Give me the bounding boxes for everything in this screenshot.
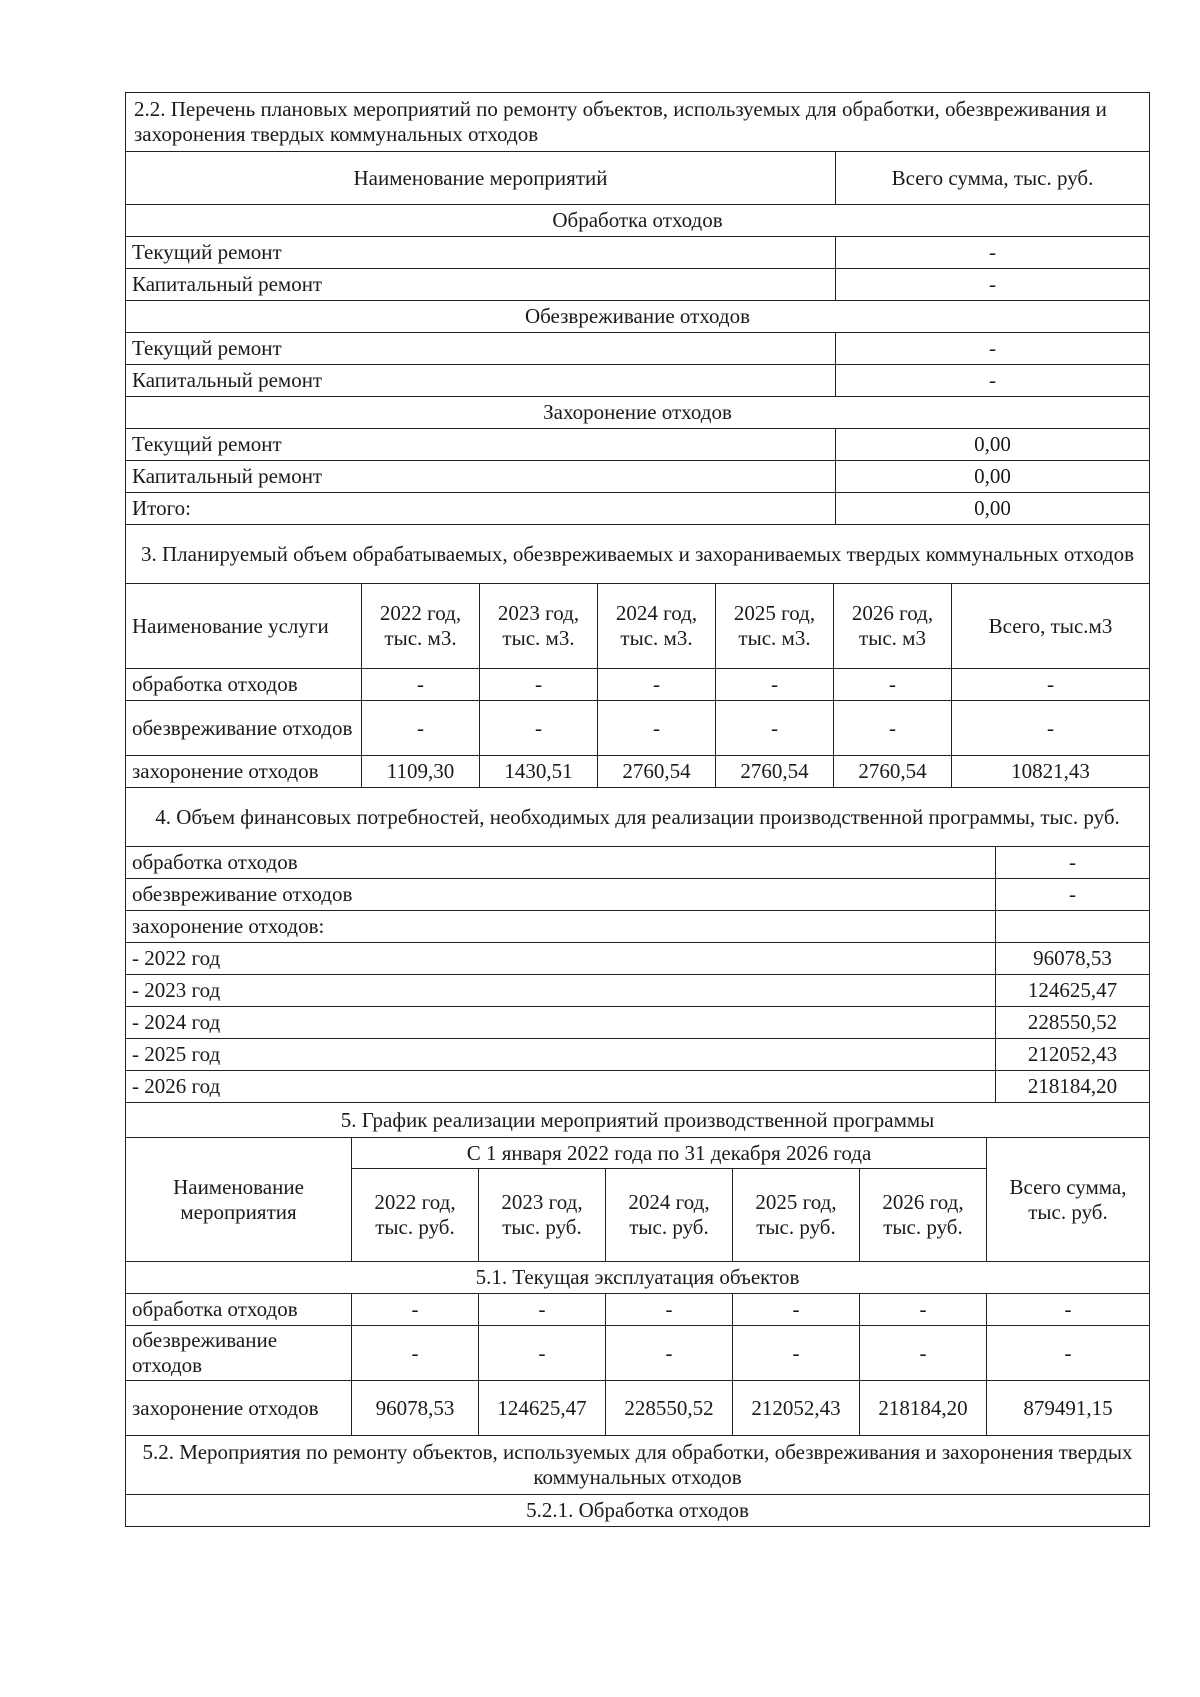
col-header-total: Всего сумма, тыс. руб. [987, 1138, 1150, 1262]
cell: - [598, 701, 716, 756]
col-header-2022: 2022 год, тыс. м3. [362, 584, 480, 669]
col-header-2024: 2024 год, тыс. руб. [606, 1169, 733, 1262]
cell: - [834, 669, 952, 701]
cell: 1109,30 [362, 756, 480, 788]
group-heading: Захоронение отходов [126, 397, 1150, 429]
row-label: захоронение отходов [126, 756, 362, 788]
row-label: обезвреживание отходов [126, 879, 996, 911]
row-value: 124625,47 [996, 975, 1150, 1007]
col-header-total: Всего, тыс.м3 [952, 584, 1150, 669]
group-heading: Обработка отходов [126, 205, 1150, 237]
cell: - [479, 1326, 606, 1381]
cell: 218184,20 [860, 1381, 987, 1436]
row-value: 218184,20 [996, 1071, 1150, 1103]
cell: - [716, 701, 834, 756]
row-label: Капитальный ремонт [126, 269, 836, 301]
total-value: 0,00 [836, 493, 1150, 525]
col-header-2025: 2025 год, тыс. м3. [716, 584, 834, 669]
cell: 124625,47 [479, 1381, 606, 1436]
row-value: - [836, 365, 1150, 397]
row-label: захоронение отходов: [126, 911, 996, 943]
row-value: - [836, 333, 1150, 365]
col-header-name: Наименование мероприятия [126, 1138, 352, 1262]
row-value: 212052,43 [996, 1039, 1150, 1071]
col-header-name: Наименование мероприятий [126, 152, 836, 205]
col-header-2026: 2026 год, тыс. м3 [834, 584, 952, 669]
col-header-2022: 2022 год, тыс. руб. [352, 1169, 479, 1262]
cell: 212052,43 [733, 1381, 860, 1436]
col-header-sum: Всего сумма, тыс. руб. [836, 152, 1150, 205]
row-label: - 2024 год [126, 1007, 996, 1039]
cell: - [362, 701, 480, 756]
row-label: - 2026 год [126, 1071, 996, 1103]
row-label: обработка отходов [126, 669, 362, 701]
row-label: обезвреживание отходов [126, 701, 362, 756]
cell: - [987, 1294, 1150, 1326]
cell: 879491,15 [987, 1381, 1150, 1436]
row-value [996, 911, 1150, 943]
cell: 228550,52 [606, 1381, 733, 1436]
cell: 2760,54 [598, 756, 716, 788]
cell: - [952, 669, 1150, 701]
cell: - [479, 1294, 606, 1326]
row-value: - [996, 879, 1150, 911]
row-label: обезвреживание отходов [126, 1326, 352, 1381]
period-header: С 1 января 2022 года по 31 декабря 2026 года [352, 1138, 987, 1169]
cell: 96078,53 [352, 1381, 479, 1436]
group-heading: Обезвреживание отходов [126, 301, 1150, 333]
col-header-2026: 2026 год, тыс. руб. [860, 1169, 987, 1262]
row-value: - [836, 269, 1150, 301]
section-4-title: 4. Объем финансовых потребностей, необходимых для реализации производственной программы, тыс. руб. [126, 788, 1150, 847]
cell: - [987, 1326, 1150, 1381]
section-5-title: 5. График реализации мероприятий производственной программы [126, 1103, 1150, 1138]
cell: - [716, 669, 834, 701]
row-label: Текущий ремонт [126, 333, 836, 365]
cell: - [606, 1294, 733, 1326]
section-3-title: 3. Планируемый объем обрабатываемых, обезвреживаемых и захораниваемых твердых коммунальных отходов [126, 525, 1150, 584]
row-value: 0,00 [836, 461, 1150, 493]
repair-plan-table [125, 92, 1150, 525]
subsection-5-2: 5.2. Мероприятия по ремонту объектов, используемых для обработки, обезвреживания и захоронения твердых коммунальных отходов [126, 1436, 1150, 1495]
cell: - [606, 1326, 733, 1381]
col-header-name: Наименование услуги [126, 584, 362, 669]
total-label: Итого: [126, 493, 836, 525]
cell: 1430,51 [480, 756, 598, 788]
volume-table [125, 524, 1150, 788]
cell: - [860, 1294, 987, 1326]
cell: - [480, 669, 598, 701]
schedule-table [125, 1102, 1150, 1527]
cell: - [480, 701, 598, 756]
row-label: захоронение отходов [126, 1381, 352, 1436]
cell: - [834, 701, 952, 756]
row-value: - [836, 237, 1150, 269]
row-label: обработка отходов [126, 847, 996, 879]
row-label: Текущий ремонт [126, 429, 836, 461]
col-header-2025: 2025 год, тыс. руб. [733, 1169, 860, 1262]
cell: 2760,54 [716, 756, 834, 788]
cell: - [733, 1326, 860, 1381]
cell: - [860, 1326, 987, 1381]
document-page [125, 92, 1150, 1527]
cell: - [952, 701, 1150, 756]
row-value: 96078,53 [996, 943, 1150, 975]
col-header-2023: 2023 год, тыс. руб. [479, 1169, 606, 1262]
row-label: обработка отходов [126, 1294, 352, 1326]
section-2-2-title: 2.2. Перечень плановых мероприятий по ремонту объектов, используемых для обработки, обезвреживания и захоронения твердых коммунальных отходов [126, 93, 1150, 152]
col-header-2024: 2024 год, тыс. м3. [598, 584, 716, 669]
cell: - [362, 669, 480, 701]
cell: 2760,54 [834, 756, 952, 788]
col-header-2023: 2023 год, тыс. м3. [480, 584, 598, 669]
subsection-5-1: 5.1. Текущая эксплуатация объектов [126, 1262, 1150, 1294]
row-value: - [996, 847, 1150, 879]
cell: - [733, 1294, 860, 1326]
row-label: - 2025 год [126, 1039, 996, 1071]
row-label: Текущий ремонт [126, 237, 836, 269]
row-value: 0,00 [836, 429, 1150, 461]
cell: - [598, 669, 716, 701]
financial-needs-table [125, 787, 1150, 1103]
subsection-5-2-1: 5.2.1. Обработка отходов [126, 1495, 1150, 1527]
cell: - [352, 1294, 479, 1326]
row-label: Капитальный ремонт [126, 461, 836, 493]
row-value: 228550,52 [996, 1007, 1150, 1039]
row-label: - 2022 год [126, 943, 996, 975]
cell: - [352, 1326, 479, 1381]
row-label: Капитальный ремонт [126, 365, 836, 397]
row-label: - 2023 год [126, 975, 996, 1007]
cell: 10821,43 [952, 756, 1150, 788]
